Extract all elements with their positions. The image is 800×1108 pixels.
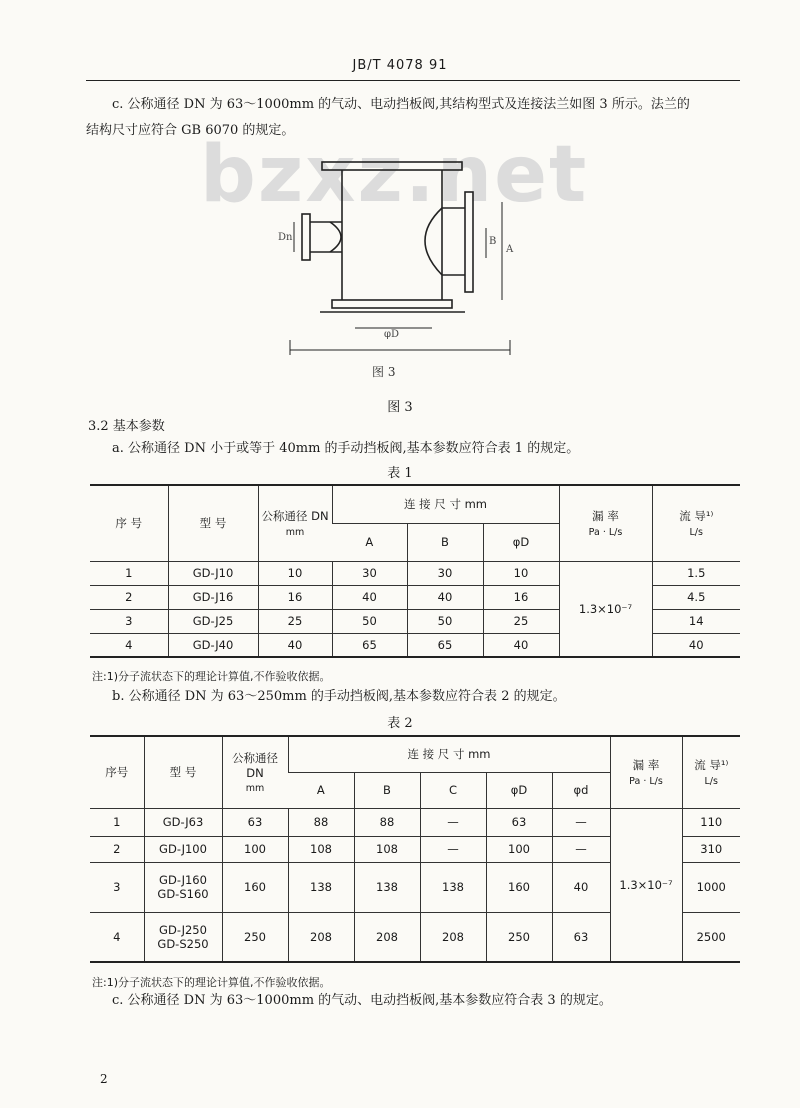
t2-cell: 1 xyxy=(90,808,144,836)
t2-header-dn xyxy=(222,736,288,808)
t2-cell: 108 xyxy=(354,836,420,862)
t2-cell: 100 xyxy=(486,836,552,862)
label-b: B xyxy=(489,236,497,247)
t2-cell: 100 xyxy=(222,836,288,862)
t1-cell: 4 xyxy=(90,633,168,657)
t1-header-dn-label: 公称通径 DN xyxy=(261,509,329,524)
right-flange xyxy=(465,192,473,292)
table-2 xyxy=(90,735,740,963)
t2-cell: GD-J100 xyxy=(144,836,222,862)
t2-header-dn-unit: mm xyxy=(245,783,265,795)
t1-cell: GD-J25 xyxy=(168,609,258,633)
t2-header-leak xyxy=(610,736,682,808)
t2-cell: 63 xyxy=(552,912,610,962)
t2-header-dn-label: 公称通径 xyxy=(232,751,278,766)
label-dn: Dn xyxy=(278,232,293,243)
t2-cell: 138 xyxy=(420,862,486,912)
dome xyxy=(425,208,442,275)
watermark: bzxz.net xyxy=(200,130,589,220)
t1-cell: 1 xyxy=(90,561,168,585)
t1-cell: 40 xyxy=(652,633,740,657)
t2-header-leak-unit: Pa · L/s xyxy=(629,776,663,788)
t2-cell: 63 xyxy=(222,808,288,836)
t2-cell: 310 xyxy=(682,836,740,862)
t1-cell: GD-J40 xyxy=(168,633,258,657)
t1-header-a: A xyxy=(332,523,407,561)
t1-header-model: 型 号 xyxy=(168,485,258,561)
t2-cell: 88 xyxy=(288,808,354,836)
t2-cell: 208 xyxy=(354,912,420,962)
t2-cell: 208 xyxy=(420,912,486,962)
t2-model-line2: GD-S160 xyxy=(157,887,209,901)
t1-cell: GD-J10 xyxy=(168,561,258,585)
table1-note: 注:1)分子流状态下的理论计算值,不作验收依据。 xyxy=(92,670,331,683)
table2-title: 表 2 xyxy=(387,716,413,731)
paragraph-b: b. 公称通径 DN 为 63～250mm 的手动挡板阀,基本参数应符合表 2 的规定。 xyxy=(112,689,566,704)
t1-cell: 25 xyxy=(483,609,559,633)
t2-cell: 110 xyxy=(682,808,740,836)
t2-header-seq: 序号 xyxy=(90,736,144,808)
t2-cell: 160 xyxy=(486,862,552,912)
t1-cell: 30 xyxy=(332,561,407,585)
t1-cell: 14 xyxy=(652,609,740,633)
t1-cell: 3 xyxy=(90,609,168,633)
t2-header-dn-symbol: DN xyxy=(246,766,264,781)
t1-header-conn: 连 接 尺 寸 mm xyxy=(332,485,559,523)
t2-cell: 63 xyxy=(486,808,552,836)
t2-cell: 2500 xyxy=(682,912,740,962)
t2-cell: 88 xyxy=(354,808,420,836)
table2-note: 注:1)分子流状态下的理论计算值,不作验收依据。 xyxy=(92,976,331,989)
t1-header-flow xyxy=(652,485,740,561)
t1-header-leak-label: 漏 率 xyxy=(592,509,619,524)
t2-cell: 138 xyxy=(354,862,420,912)
t2-header-d2: φd xyxy=(552,772,610,808)
label-phi-d: φD xyxy=(384,329,400,340)
t2-header-leak-label: 漏 率 xyxy=(632,758,660,773)
t2-cell: 250 xyxy=(486,912,552,962)
t2-cell-model xyxy=(144,862,222,912)
t2-model-line1: GD-J160 xyxy=(159,873,207,887)
t1-cell: 40 xyxy=(332,585,407,609)
t1-cell: 50 xyxy=(332,609,407,633)
t1-cell: 30 xyxy=(407,561,483,585)
t1-header-seq: 序 号 xyxy=(90,485,168,561)
t1-cell: 25 xyxy=(258,609,332,633)
t2-cell: 3 xyxy=(90,862,144,912)
bottom-flange xyxy=(332,300,452,308)
t2-cell: — xyxy=(420,808,486,836)
t1-header-d: φD xyxy=(483,523,559,561)
table1-title: 表 1 xyxy=(387,466,413,481)
t1-cell: 16 xyxy=(483,585,559,609)
t1-cell: 65 xyxy=(407,633,483,657)
t1-cell: 1.5 xyxy=(652,561,740,585)
t2-model-line2: GD-S250 xyxy=(157,936,209,951)
t2-cell: 4 xyxy=(90,912,144,962)
t1-cell: 65 xyxy=(332,633,407,657)
table-row xyxy=(90,808,740,836)
paragraph-a: a. 公称通径 DN 小于或等于 40mm 的手动挡板阀,基本参数应符合表 1 的规定。 xyxy=(112,441,580,456)
t1-header-flow-unit: L/s xyxy=(689,527,703,539)
t2-header-flow-unit: L/s xyxy=(704,776,718,788)
left-flange xyxy=(302,214,310,260)
t1-cell: 40 xyxy=(407,585,483,609)
figure-3-drawing xyxy=(260,140,560,380)
figure-caption: 图 3 xyxy=(387,400,413,415)
t2-cell: 108 xyxy=(288,836,354,862)
t1-cell: 4.5 xyxy=(652,585,740,609)
t1-cell: 40 xyxy=(258,633,332,657)
top-flange xyxy=(322,162,462,170)
t1-cell: GD-J16 xyxy=(168,585,258,609)
t2-header-flow-label: 流 导¹⁾ xyxy=(694,758,729,773)
t2-header-a: A xyxy=(288,772,354,808)
t2-header-model: 型 号 xyxy=(144,736,222,808)
t2-cell: 138 xyxy=(288,862,354,912)
t1-header-b: B xyxy=(407,523,483,561)
t1-header-dn xyxy=(258,485,332,561)
page-header: JB/T 4078 91 xyxy=(352,58,448,73)
t2-cell-model xyxy=(144,912,222,962)
t2-cell: 40 xyxy=(552,862,610,912)
t2-header-c: C xyxy=(420,772,486,808)
t2-cell: 2 xyxy=(90,836,144,862)
label-a: A xyxy=(506,244,514,255)
t2-header-d: φD xyxy=(486,772,552,808)
paragraph-c-line2: 结构尺寸应符合 GB 6070 的规定。 xyxy=(86,123,295,138)
t2-cell: GD-J63 xyxy=(144,808,222,836)
t1-header-flow-label: 流 导¹⁾ xyxy=(679,509,714,524)
table-row xyxy=(90,561,740,585)
t2-cell: — xyxy=(420,836,486,862)
t1-header-dn-unit: mm xyxy=(285,527,305,539)
section-heading: 3.2 基本参数 xyxy=(88,419,165,434)
table-1 xyxy=(90,484,740,658)
t2-header-conn: 连 接 尺 寸 mm xyxy=(288,736,610,772)
paragraph-c-line1: c. 公称通径 DN 为 63～1000mm 的气动、电动挡板阀,其结构型式及连接法兰如图 3 所示。法兰的 xyxy=(112,97,690,112)
t2-cell: 1000 xyxy=(682,862,740,912)
t1-header-leak xyxy=(559,485,652,561)
t1-leak-value: 1.3×10⁻⁷ xyxy=(559,561,652,657)
t2-cell: 160 xyxy=(222,862,288,912)
t2-cell: — xyxy=(552,836,610,862)
t1-cell: 10 xyxy=(258,561,332,585)
t1-cell: 50 xyxy=(407,609,483,633)
header-rule xyxy=(86,80,740,81)
t2-cell: — xyxy=(552,808,610,836)
t1-cell: 10 xyxy=(483,561,559,585)
t1-cell: 16 xyxy=(258,585,332,609)
page-number: 2 xyxy=(100,1072,108,1086)
t2-cell: 208 xyxy=(288,912,354,962)
t1-cell: 2 xyxy=(90,585,168,609)
t2-leak-value: 1.3×10⁻⁷ xyxy=(610,808,682,962)
t1-cell: 40 xyxy=(483,633,559,657)
figure-handwritten: 图 3 xyxy=(372,365,396,379)
t2-header-flow xyxy=(682,736,740,808)
paragraph-c2: c. 公称通径 DN 为 63～1000mm 的气动、电动挡板阀,基本参数应符合表 3 的规定。 xyxy=(112,993,612,1008)
t2-header-b: B xyxy=(354,772,420,808)
t2-cell: 250 xyxy=(222,912,288,962)
t1-header-leak-unit: Pa · L/s xyxy=(588,527,623,539)
t2-model-line1: GD-J250 xyxy=(159,922,207,937)
